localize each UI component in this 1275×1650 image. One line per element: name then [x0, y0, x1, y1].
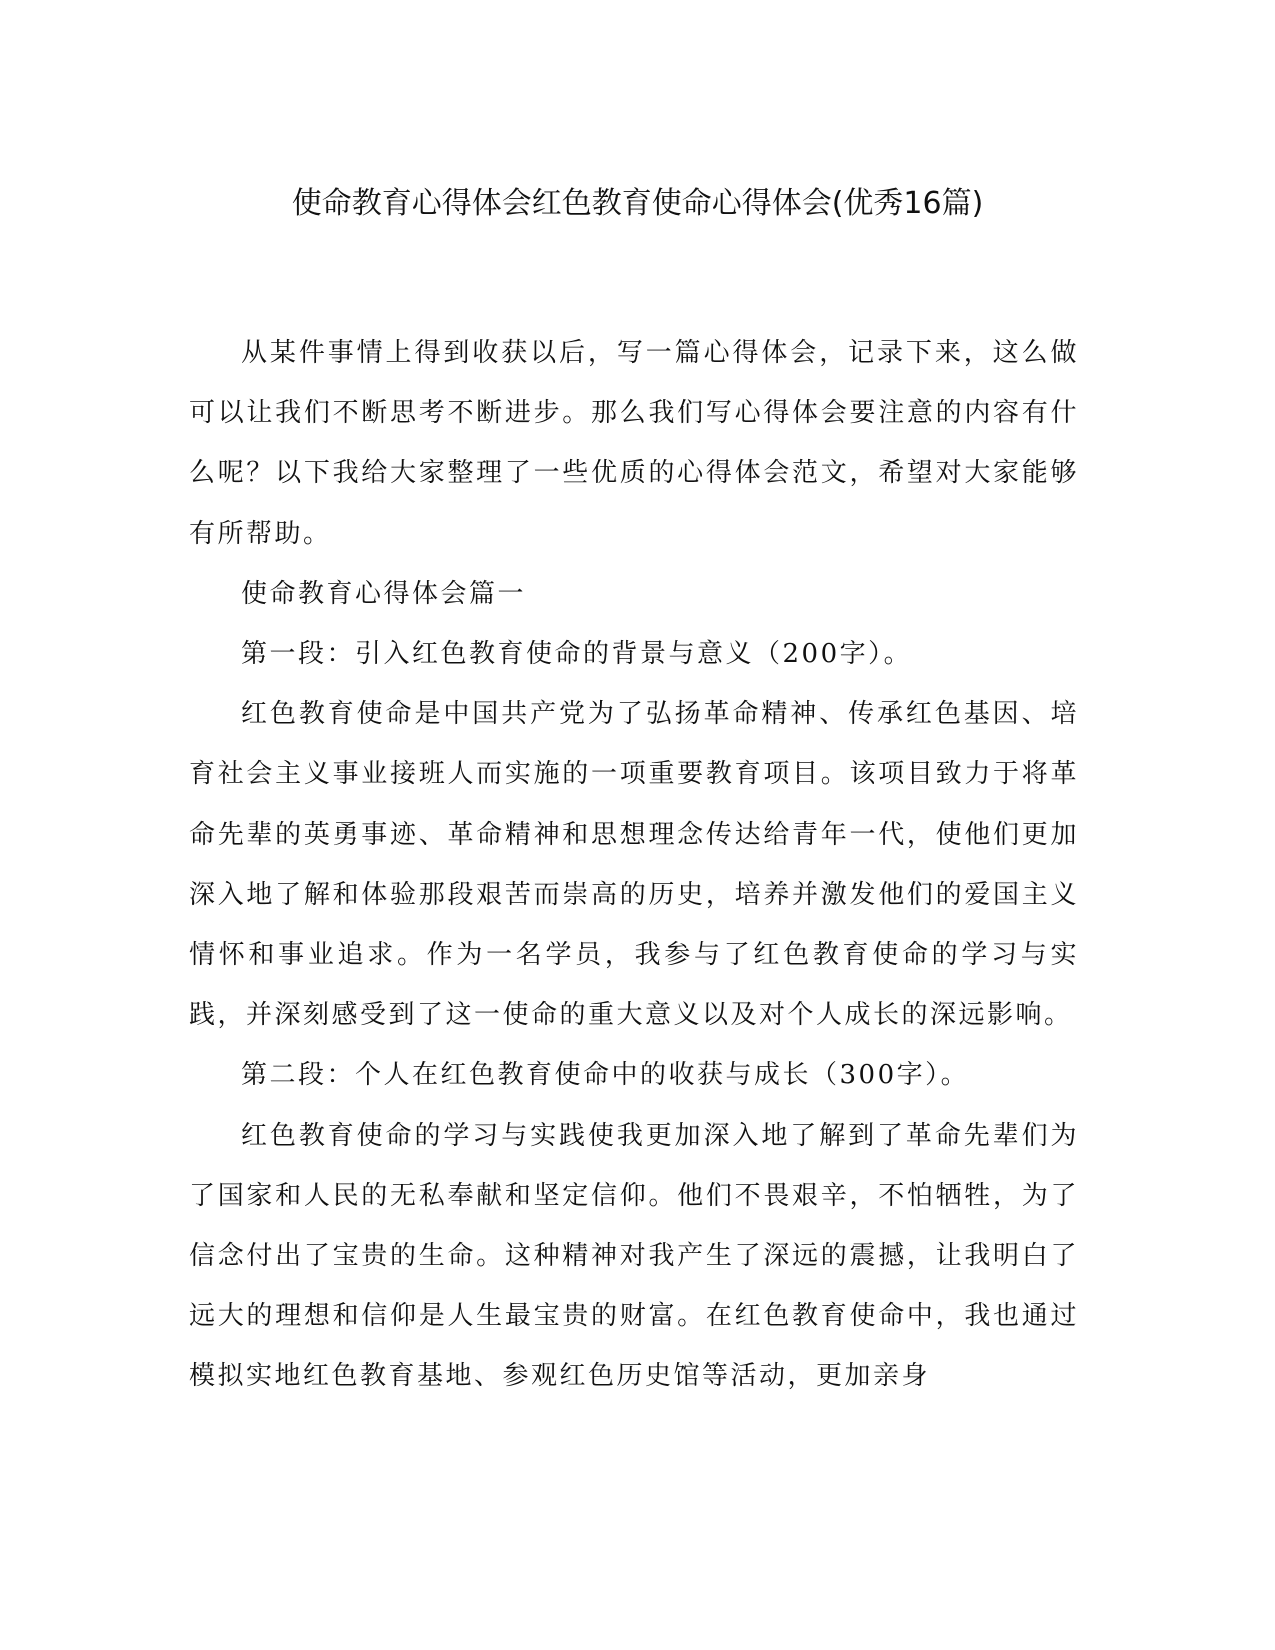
- document-body: [189, 323, 1079, 1407]
- intro-paragraph: 从某件事情上得到收获以后，写一篇心得体会，记录下来，这么做可以让我们不断思考不断进步。那么我们写心得体会要注意的内容有什么呢？以下我给大家整理了一些优质的心得体会范文，希望对大家能够有所帮助。: [189, 338, 1079, 549]
- paragraph-heading: 第一段：引入红色教育使命的背景与意义（200字）。: [241, 639, 913, 670]
- body-paragraph: 红色教育使命的学习与实践使我更加深入地了解到了革命先辈们为了国家和人民的无私奉献和坚定信仰。他们不畏艰辛，不怕牺牲，为了信念付出了宝贵的生命。这种精神对我产生了深远的震撼，让我明白了远大的理想和信仰是人生最宝贵的财富。在红色教育使命中，我也通过模拟实地红色教育基地、参观红色历史馆等活动，更加亲身: [189, 1120, 1079, 1392]
- document-title: 使命教育心得体会红色教育使命心得体会(优秀16篇): [291, 186, 984, 221]
- paragraph-heading: 第二段：个人在红色教育使命中的收获与成长（300字）。: [241, 1060, 970, 1091]
- body-paragraph: 红色教育使命是中国共产党为了弘扬革命精神、传承红色基因、培育社会主义事业接班人而实施的一项重要教育项目。该项目致力于将革命先辈的英勇事迹、革命精神和思想理念传达给青年一代，使他们更加深入地了解和体验那段艰苦而崇高的历史，培养并激发他们的爱国主义情怀和事业追求。作为一名学员，我参与了红色教育使命的学习与实践，并深刻感受到了这一使命的重大意义以及对个人成长的深远影响。: [189, 699, 1079, 1031]
- section-heading: 使命教育心得体会篇一: [241, 578, 527, 609]
